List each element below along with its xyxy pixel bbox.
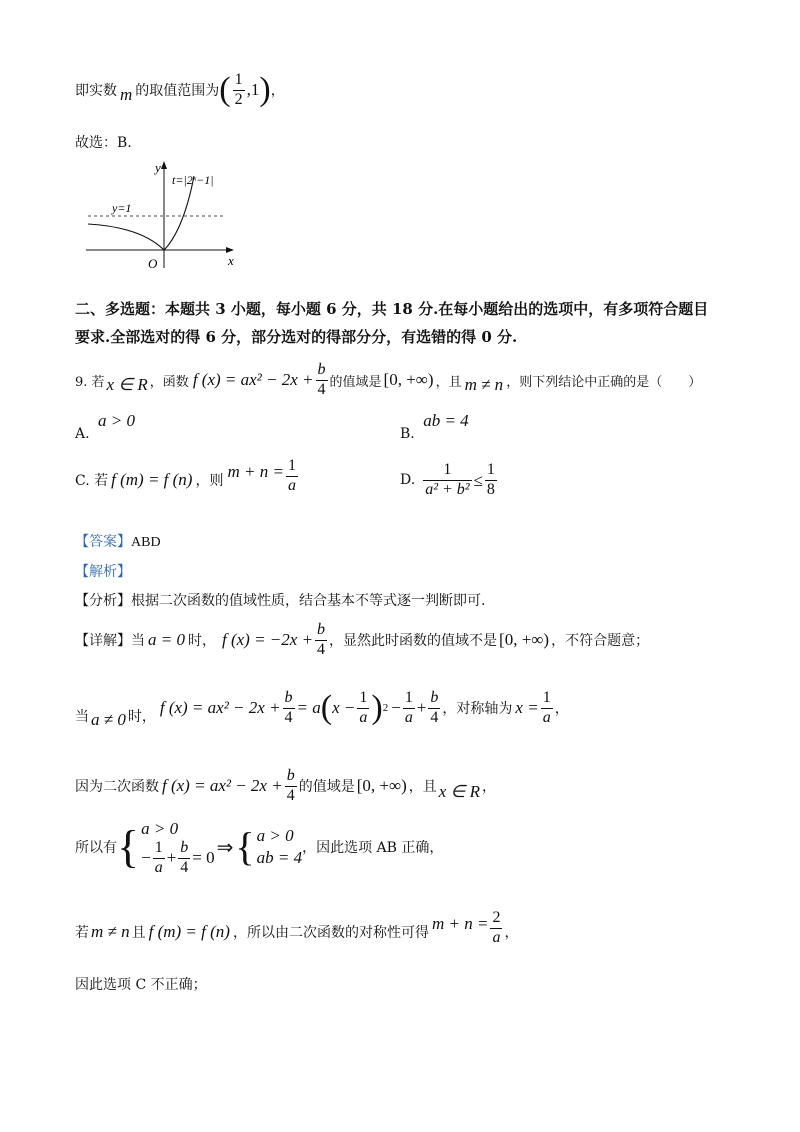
option-c-incorrect: 因此选项 C 不正确； — [75, 977, 207, 993]
line-label: y=1 — [112, 201, 132, 215]
system-2: { a > 0 ab = 4 — [235, 824, 303, 870]
section-title-line1: 二、多选题：本题共 3 小题，每小题 6 分，共 18 分.在每小题给出的选项中，有多项符合题目 — [75, 300, 709, 318]
fraction: $\frac{b}{4}$ — [317, 361, 326, 398]
text: 9. 若 — [75, 374, 105, 390]
if-line: 若 m ≠ n 且 f (m) = f (n) ，所以由二次函数的对称性可得 m + n = $\frac{2}{a}$ ， — [75, 909, 519, 946]
fraction: $\frac{1}{2}$ — [234, 71, 243, 108]
text: ， — [270, 83, 285, 100]
system-line: 所以有 { a > 0 − $\frac{1}{a}$ + $\frac{b}{4}$ = 0 ⇒ { a > 0 ab = 4 ，因此选项 AB 正确， — [75, 819, 444, 876]
math: m ≠ n — [464, 375, 504, 395]
paren-close: ) — [259, 71, 271, 109]
text: 的值域是 — [329, 374, 382, 390]
option-a: A. a > 0 — [75, 411, 135, 442]
because-line: 因为二次函数 f (x) = ax² − 2x + $\frac{b}{4}$ 的值域是 [0, +∞) ，且 x ∈ R ， — [75, 767, 496, 804]
origin-label: O — [148, 256, 158, 271]
option-b: B. ab = 4 — [400, 411, 469, 442]
question-9 — [75, 362, 701, 399]
text: ,1 — [246, 80, 260, 100]
text: 即实数 — [75, 83, 117, 100]
curve-right — [164, 176, 194, 250]
text: ，函数 — [149, 374, 189, 390]
analysis-tag: 【解析】 — [75, 564, 131, 580]
option-d: D. $\frac{1}{\text{a² + b²}}$ ≤ $\frac{1}{8}$ — [400, 461, 495, 498]
paren-open: ( — [219, 71, 231, 109]
option-c: C. 若 f (m) = f (n) ，则 m + n = $\frac{1}{a}$ — [75, 457, 296, 494]
conclusion-line — [75, 72, 285, 109]
section-title-line2: 要求.全部选对的得 6 分，部分选对的得部分分，有选错的得 0 分. — [75, 328, 518, 346]
curve-left — [88, 224, 164, 250]
analysis-summary: 【分析】根据二次函数的值域性质，结合基本不等式逐一判断即可. — [75, 593, 486, 609]
detail-line: 【详解】当 a = 0 时， f (x) = −2x + $\frac{b}{4}$ ，显然此时函数的值域不是 [0, +∞) ，不符合题意； — [75, 621, 650, 658]
graph-figure — [82, 158, 242, 272]
answer-line: 【答案】ABD — [75, 534, 161, 550]
var-m: m — [120, 85, 133, 105]
math: x ∈ R — [106, 375, 148, 395]
y-label: y — [155, 160, 161, 175]
x-label: x — [228, 253, 234, 268]
text: 的取值范围为 — [135, 83, 220, 100]
curve-label: t=|2ˣ−1| — [172, 173, 214, 187]
system-1: { a > 0 − $\frac{1}{a}$ + $\frac{b}{4}$ = 0 — [117, 819, 215, 876]
math-func: f (x) = ax² − 2x + — [192, 370, 314, 390]
when-a-nonzero-line: 当 a ≠ 0 时， f (x) = ax² − 2x + $\frac{b}{4}$ = a ( x − $\frac{1}{a}$ ) 2 − $\frac{1}{a}$ + $\frac{b}{4}$ ，对称轴为 x = $\frac{1}{a}$ ， — [75, 689, 569, 730]
text: ，且 — [435, 374, 462, 390]
text: ，则下列结论中正确的是（ ） — [506, 374, 702, 390]
math-range: [0, +∞) — [383, 370, 434, 390]
y-axis-arrow — [161, 161, 167, 169]
choose-b: 故选：B. — [75, 135, 132, 151]
